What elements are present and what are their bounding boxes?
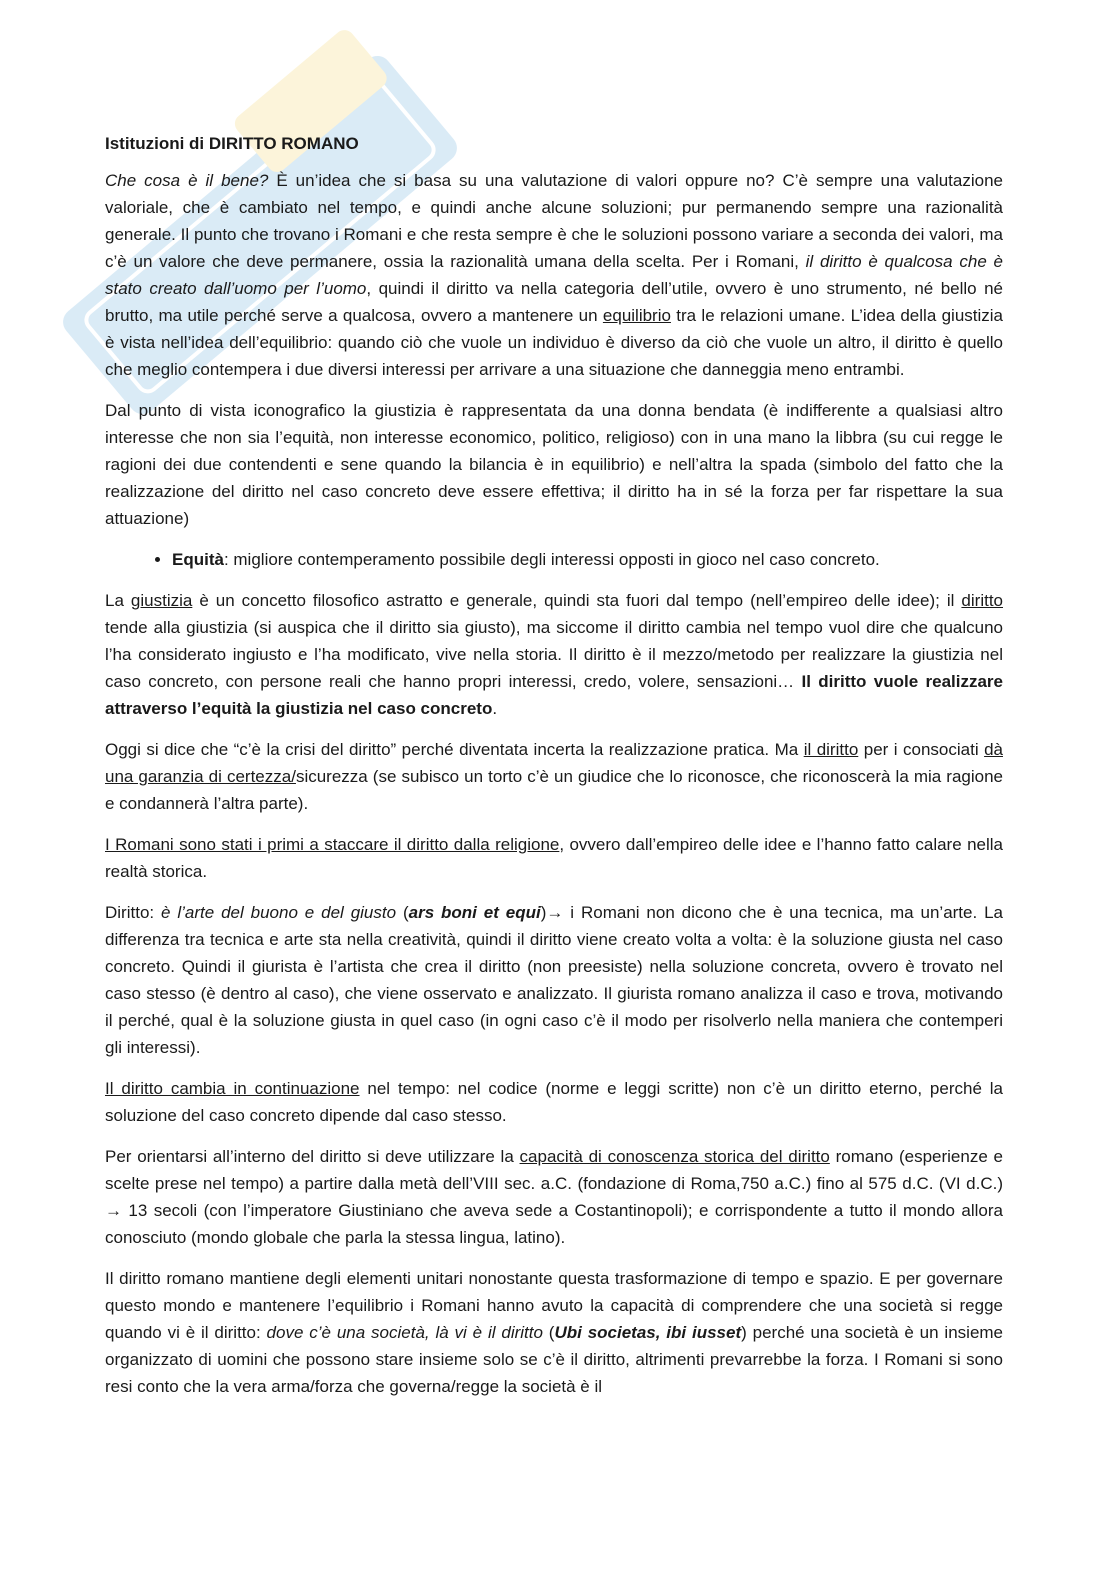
- list-item-equita: [172, 546, 1003, 573]
- bold-statement: Il diritto vuole realizzare attraverso l’equità la giustizia nel caso concreto: [105, 672, 1003, 718]
- text: romano (esperienze e scelte prese nel tempo) a partire dalla metà dell’VIII sec. a.C. (fondazione di Roma,750 a.C.) fino al 575 d.C. (VI d.C.): [105, 1147, 1003, 1193]
- text: tende alla giustizia (si auspica che il diritto sia giusto), ma siccome il diritto cambia nel tempo vuol dire che qualcuno l’ha considerato ingiusto e l’ha modificato, vive nella storia. Il diritto è il mezzo/metodo per realizzare la giustizia nel caso concreto, con persone reali che hanno propri interessi, credo, volere, sensazioni…: [105, 618, 1003, 691]
- text: è un concetto filosofico astratto e generale, quindi sta fuori dal tempo (nell’empireo delle idee); il: [192, 591, 962, 610]
- italic-definition: è l’arte del buono e del giusto: [161, 903, 397, 922]
- paragraph-storia: [105, 1143, 1003, 1251]
- paragraph-continuazione: [105, 1075, 1003, 1129]
- latin-phrase: ars boni et equi: [408, 903, 541, 922]
- underlined-il-diritto: il diritto: [803, 740, 859, 759]
- text: , quindi il diritto va nella categoria dell’utile, ovvero è uno strumento, né bello né brutto, ma utile perché serve a qualcosa, ovvero a mantenere un: [105, 279, 1003, 325]
- text: Oggi si dice che “c’è la crisi del diritto” perché diventata incerta la realizzazione pratica. Ma: [105, 740, 804, 759]
- paragraph-bene: [105, 167, 1003, 383]
- underlined-giustizia: giustizia: [130, 591, 193, 610]
- italic-question: Che cosa è il bene?: [105, 171, 269, 190]
- text: ) perché una società è un insieme organizzato di uomini che possono stare insieme solo se c’è il diritto, altrimenti prevarrebbe la forza. I Romani si sono resi conto che la vera arma/forza che governa/regge la società è il: [105, 1323, 1004, 1396]
- text: sicurezza (se subisco un torto c’è un giudice che lo riconosce, che riconoscerà la mia ragione e condannerà l’altra parte).: [105, 767, 1003, 813]
- italic-definition: il diritto è qualcosa che è stato creato dall’uomo per l’uomo: [105, 252, 1003, 298]
- underlined-equilibrio: equilibrio: [602, 306, 671, 325]
- text: (: [396, 903, 409, 922]
- document-page: [105, 128, 1003, 1414]
- text: nel tempo: nel codice (norme e leggi scritte) non c’è un diritto eterno, perché la soluzione del caso concreto dipende dal caso stesso.: [105, 1079, 1003, 1125]
- paragraph-iconografia: Dal punto di vista iconografico la giustizia è rappresentata da una donna bendata (è indifferente a qualsiasi altro interesse che non sia l’equità, non interesse economico, politico, religioso) con in una mano la libbra (su cui regge le ragioni dei due contendenti e sene quando la bilancia è in equilibrio) e nell’altra la spada (simbolo del fatto che la realizzazione del diritto nel caso concreto deve essere effettiva; il diritto ha in sé la forza per far rispettare la sua attuazione): [105, 401, 1003, 528]
- bullet-list: [105, 546, 1003, 573]
- paragraph-crisi: [105, 736, 1003, 817]
- text: La: [105, 591, 131, 610]
- paragraph-religione: [105, 831, 1003, 885]
- text: Diritto:: [105, 903, 161, 922]
- paragraph-arte: [105, 899, 1003, 1061]
- arrow-icon: →: [105, 1201, 122, 1220]
- text: Il diritto romano mantiene degli elementi unitari nonostante questa trasformazione di tempo e spazio. E per governare questo mondo e mantenere l’equilibrio i Romani hanno avuto la capacità di comprendere che una società si regge quando vi è il diritto:: [105, 1269, 1003, 1342]
- text: , ovvero dall’empireo delle idee e l’hanno fatto calare nella realtà storica.: [105, 835, 1003, 881]
- text: i Romani non dicono che è una tecnica, ma un’arte. La differenza tra tecnica e arte sta nella creatività, quindi il diritto viene creato volta a volta: è la soluzione giusta nel caso concreto. Quindi il giurista è l’artista che crea il diritto (non preesiste) nella soluzione concreta, ovvero è trovato nel caso stesso (è dentro al caso), che viene osservato e analizzato. Il giurista romano analizza il caso e trova, motivando il perché, qual è la soluzione giusta in quel caso (in ogni caso c’è il modo per risolverlo nella maniera che contemperi gli interessi).: [105, 903, 1003, 1057]
- document-title: Istituzioni di DIRITTO ROMANO: [105, 134, 359, 153]
- bullet-term: Equità: [172, 550, 224, 569]
- underlined-cambia: Il diritto cambia in continuazione: [105, 1079, 360, 1098]
- underlined-garanzia: dà una garanzia di certezza/: [105, 740, 1003, 786]
- paragraph-societas: [105, 1265, 1003, 1400]
- text: tra le relazioni umane. L’idea della giustizia è vista nell’idea dell’equilibrio: quando ciò che vuole un individuo è diverso da ciò che vuole un altro, il diritto è quello che meglio contempera i due diversi interessi per arrivare a una situazione che danneggia meno entrambi.: [105, 306, 1004, 379]
- arrow-icon: →: [546, 903, 564, 922]
- paragraph-giustizia: [105, 587, 1003, 722]
- latin-phrase: Ubi societas, ibi iusset: [554, 1323, 742, 1342]
- text: .: [492, 699, 498, 718]
- text: per i consociati: [858, 740, 985, 759]
- underlined-romani-religione: I Romani sono stati i primi a staccare il diritto dalla religione: [105, 835, 560, 854]
- bullet-text: : migliore contemperamento possibile degli interessi opposti in gioco nel caso concreto.: [223, 550, 880, 569]
- text: 13 secoli (con l’imperatore Giustiniano che aveva sede a Costantinopoli); e corrispondente a tutto il mondo allora conosciuto (mondo globale che parla la stessa lingua, latino).: [105, 1201, 1003, 1247]
- text: Per orientarsi all’interno del diritto si deve utilizzare la: [105, 1147, 520, 1166]
- underlined-capacita: capacità di conoscenza storica del diritto: [519, 1147, 830, 1166]
- text: ): [540, 903, 547, 922]
- text: (: [542, 1323, 555, 1342]
- italic-maxim: dove c’è una società, là vi è il diritto: [266, 1323, 543, 1342]
- text: È un’idea che si basa su una valutazione di valori oppure no? C’è sempre una valutazione valoriale, che è cambiato nel tempo, e quindi anche alcune soluzioni; pur permanendo sempre una razionalità generale. Il punto che trovano i Romani e che resta sempre è che le soluzioni possono variare a seconda dei valori, ma c’è un valore che deve permanere, ossia la razionalità umana della scelta. Per i Romani,: [105, 171, 1003, 271]
- underlined-diritto: diritto: [961, 591, 1003, 610]
